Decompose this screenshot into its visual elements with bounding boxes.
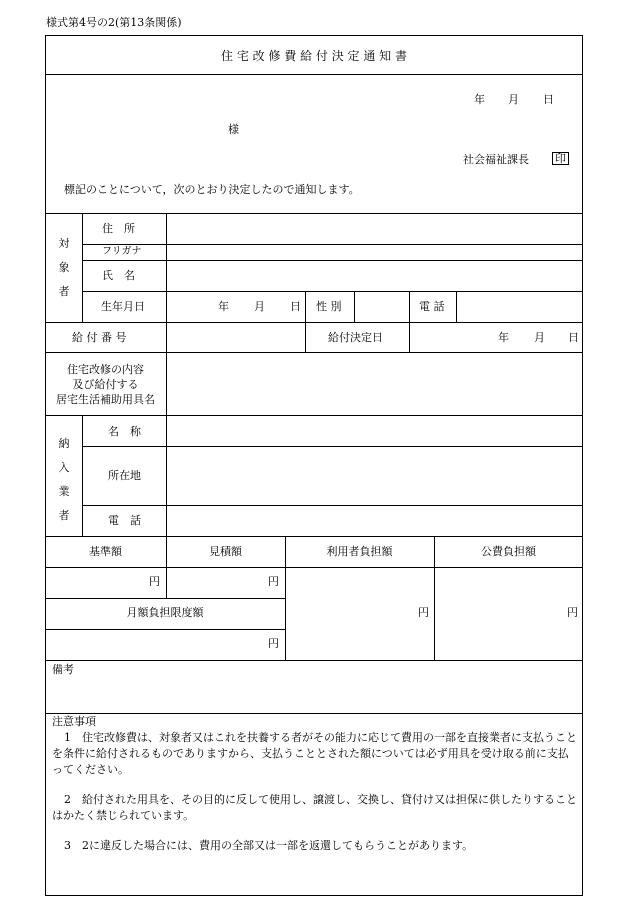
estimate-label: 見積額 — [209, 545, 242, 558]
name-label: 氏 名 — [102, 269, 135, 282]
monthly-limit-yen: 円 — [268, 637, 279, 650]
vendor-label-3: 業 — [58, 485, 70, 498]
user-burden-yen: 円 — [418, 606, 429, 619]
public-burden-label: 公費負担額 — [481, 545, 536, 558]
remarks-label: 備考 — [52, 663, 74, 676]
content-label-2: 及び給付する — [72, 378, 139, 391]
subject-label-3: 者 — [58, 285, 70, 298]
birthdate-label: 生年月日 — [101, 300, 145, 313]
public-burden-yen: 円 — [567, 606, 578, 619]
birth-year: 年 — [218, 300, 229, 313]
standard-yen: 円 — [149, 575, 160, 588]
date-month: 月 — [508, 93, 519, 106]
intro-text: 標記のことについて，次のとおり決定したので通知します。 — [64, 183, 360, 196]
vendor-label-1: 納 — [58, 437, 70, 450]
seal-mark: 印 — [552, 152, 569, 165]
furigana-label: フリガナ — [102, 246, 142, 257]
birth-month: 月 — [254, 300, 265, 313]
note-item-3: 3 2に違反した場合には、費用の全部又は一部を返還してもらうことがあります。 — [64, 839, 474, 852]
subject-label-1: 対 — [58, 237, 70, 250]
subject-label-2: 象 — [58, 261, 70, 274]
phone-label: 電 話 — [419, 300, 445, 313]
form-number: 様式第4号の2(第13条関係) — [46, 16, 182, 29]
birth-day: 日 — [290, 300, 301, 313]
standard-amount-label: 基準額 — [89, 545, 122, 558]
decision-date-label: 給付決定日 — [328, 331, 383, 344]
gender-label: 性 別 — [316, 300, 342, 313]
monthly-limit-label: 月額負担限度額 — [126, 606, 204, 619]
vendor-label-4: 者 — [58, 509, 70, 522]
notes-heading: 注意事項 — [52, 715, 96, 728]
address-label: 住 所 — [102, 222, 135, 235]
decision-month: 月 — [534, 331, 545, 344]
vendor-location-label: 所在地 — [108, 469, 141, 482]
vendor-name-label: 名 称 — [108, 425, 141, 438]
vendor-label-2: 入 — [58, 461, 70, 474]
user-burden-label: 利用者負担額 — [326, 545, 393, 558]
decision-day: 日 — [568, 331, 579, 344]
vendor-phone-label: 電 話 — [108, 514, 141, 527]
addressee-suffix: 様 — [228, 123, 239, 136]
payment-number-label: 給 付 番 号 — [72, 331, 127, 344]
note-item-1: 1 住宅改修費は、対象者又はこれを扶養する者がその能力に応じて費用の一部を直接業者に支払うことを条件に給付されるものでありますから、支払うこととされた額については必ず用具を受け取る前に支払ってください。 — [52, 731, 577, 776]
date-year: 年 — [474, 93, 485, 106]
date-day: 日 — [543, 93, 554, 106]
decision-year: 年 — [498, 331, 509, 344]
note-item-2: 2 給付された用具を、その目的に反して使用し、譲渡し、交換し、貸付け又は担保に供したりすることはかたく禁じられています。 — [52, 793, 577, 822]
form-title: 住 宅 改 修 費 給 付 決 定 通 知 書 — [221, 49, 407, 63]
content-label-3: 居宅生活補助用具名 — [56, 393, 155, 406]
issuer-title: 社会福祉課長 — [463, 153, 529, 166]
estimate-yen: 円 — [268, 575, 279, 588]
content-label-1: 住宅改修の内容 — [67, 363, 144, 376]
